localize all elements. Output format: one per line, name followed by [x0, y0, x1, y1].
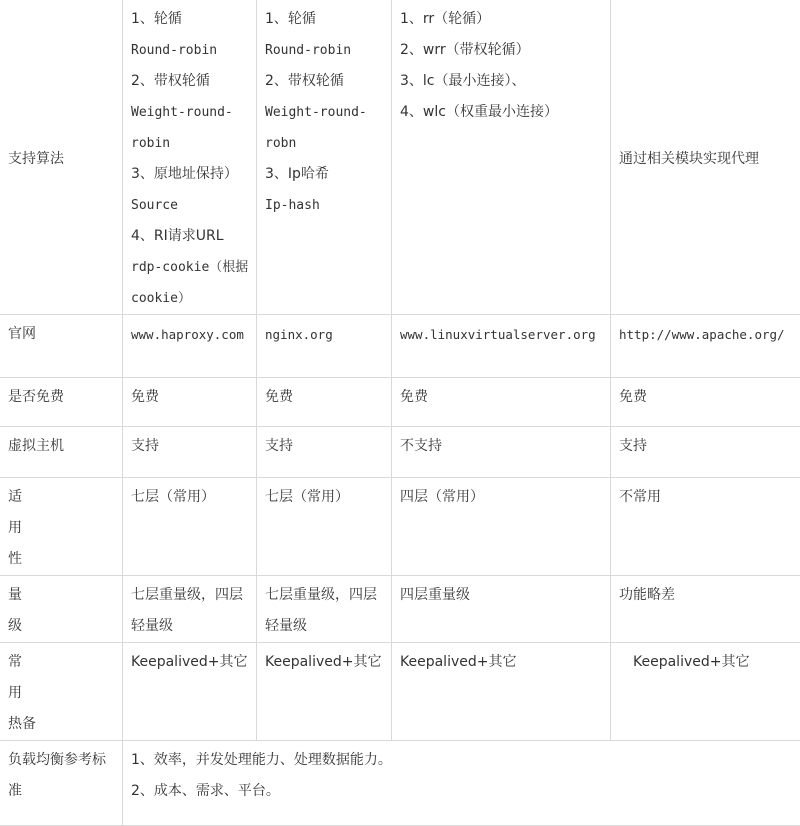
cell-text: 免费 [400, 389, 428, 405]
label-text: 官网 [8, 326, 36, 342]
cell-lvs-free [392, 378, 611, 427]
label-text: 负载均衡参考标准 [8, 745, 115, 807]
algo-line: Round-robin [265, 35, 384, 66]
cell-nginx-hotstandby [257, 643, 392, 741]
row-label-weight [0, 576, 123, 643]
algo-line: Weight-round-robn [265, 97, 384, 159]
cell-lvs-vhost [392, 427, 611, 478]
algo-line: Round-robin [131, 35, 249, 66]
cell-text: Keepalived+其它 [633, 654, 749, 670]
algo-line: rdp-cookie（根据cookie） [131, 252, 249, 314]
algo-line: 4、wlc（权重最小连接） [400, 97, 603, 128]
cell-haproxy-algorithm [123, 0, 257, 315]
cell-haproxy-weight [123, 576, 257, 643]
cell-text: 四层重量级 [400, 587, 470, 603]
cell-text: 支持 [265, 438, 293, 454]
website-link[interactable]: http://www.apache.org/ [619, 327, 785, 342]
cell-lvs-weight [392, 576, 611, 643]
row-label-criteria [0, 741, 123, 826]
row-label-algorithm [0, 0, 123, 315]
algo-line: Weight-round-robin [131, 97, 249, 159]
cell-text: 七层重量级，四层轻量级 [265, 580, 384, 642]
label-text: 热备 [8, 709, 115, 740]
algo-text: 通过相关模块实现代理 [619, 151, 759, 167]
row-label-free [0, 378, 123, 427]
cell-lvs-website [392, 315, 611, 378]
cell-apache-vhost [611, 427, 800, 478]
row-label-vhost [0, 427, 123, 478]
label-text: 用 [8, 513, 115, 544]
cell-nginx-algorithm [257, 0, 392, 315]
cell-lvs-applicability [392, 478, 611, 576]
cell-haproxy-applicability [123, 478, 257, 576]
algo-line: 4、RI请求URL [131, 221, 249, 252]
cell-text: 不支持 [400, 438, 442, 454]
cell-nginx-website [257, 315, 392, 378]
row-label-applicability [0, 478, 123, 576]
website-link[interactable]: www.haproxy.com [131, 327, 244, 342]
cell-text: Keepalived+其它 [265, 654, 381, 670]
algo-line: 1、轮循 [131, 4, 249, 35]
label-text: 用 [8, 678, 115, 709]
cell-lvs-hotstandby [392, 643, 611, 741]
table-row-vhost [0, 427, 800, 478]
criteria-line: 2、成本、需求、平台。 [131, 776, 793, 807]
label-text: 虚拟主机 [8, 438, 64, 454]
cell-text: 四层（常用） [400, 489, 484, 505]
label-text: 是否免费 [8, 389, 64, 405]
cell-haproxy-vhost [123, 427, 257, 478]
label-text: 性 [8, 544, 115, 575]
table-row-applicability [0, 478, 800, 576]
cell-apache-applicability [611, 478, 800, 576]
cell-haproxy-website [123, 315, 257, 378]
algo-line: 2、带权轮循 [265, 66, 384, 97]
algo-line: 2、wrr（带权轮循） [400, 35, 603, 66]
table-row-website [0, 315, 800, 378]
algo-line: 3、原地址保持） [131, 159, 249, 190]
cell-text: 免费 [131, 389, 159, 405]
label-text: 量 [8, 580, 115, 611]
cell-haproxy-hotstandby [123, 643, 257, 741]
cell-text: 七层（常用） [131, 489, 215, 505]
cell-text: 支持 [619, 438, 647, 454]
label-text: 级 [8, 611, 115, 642]
cell-haproxy-free [123, 378, 257, 427]
table-row-weight [0, 576, 800, 643]
row-label-website [0, 315, 123, 378]
cell-nginx-vhost [257, 427, 392, 478]
label-text: 支持算法 [8, 151, 64, 167]
cell-text: Keepalived+其它 [400, 654, 516, 670]
cell-text: 七层重量级，四层轻量级 [131, 580, 249, 642]
table-row-hotstandby [0, 643, 800, 741]
cell-apache-website [611, 315, 800, 378]
algo-line: 1、rr（轮循） [400, 4, 603, 35]
cell-criteria-content [123, 741, 800, 826]
table-row-free [0, 378, 800, 427]
label-text: 适 [8, 482, 115, 513]
criteria-line: 1、效率，并发处理能力、处理数据能力。 [131, 745, 793, 776]
cell-apache-hotstandby [611, 643, 800, 741]
cell-text: 七层（常用） [265, 489, 349, 505]
algo-line: 2、带权轮循 [131, 66, 249, 97]
label-text: 常 [8, 647, 115, 678]
algo-line: 3、Ip哈希 [265, 159, 384, 190]
algo-line: 1、轮循 [265, 4, 384, 35]
cell-text: 功能略差 [619, 587, 675, 603]
cell-text: 免费 [265, 389, 293, 405]
algo-line: Source [131, 190, 249, 221]
table-row-algorithm [0, 0, 800, 315]
website-link[interactable]: www.linuxvirtualserver.org [400, 327, 596, 342]
cell-nginx-free [257, 378, 392, 427]
cell-text: 支持 [131, 438, 159, 454]
cell-text: 不常用 [619, 489, 661, 505]
row-label-hotstandby [0, 643, 123, 741]
cell-apache-free [611, 378, 800, 427]
table-row-criteria [0, 741, 800, 826]
cell-nginx-applicability [257, 478, 392, 576]
website-link[interactable]: nginx.org [265, 327, 333, 342]
algo-line: 3、lc（最小连接）、 [400, 66, 603, 97]
cell-nginx-weight [257, 576, 392, 643]
cell-apache-algorithm [611, 0, 800, 315]
cell-lvs-algorithm [392, 0, 611, 315]
cell-text: Keepalived+其它 [131, 654, 247, 670]
algo-line: Ip-hash [265, 190, 384, 221]
cell-apache-weight [611, 576, 800, 643]
cell-text: 免费 [619, 389, 647, 405]
